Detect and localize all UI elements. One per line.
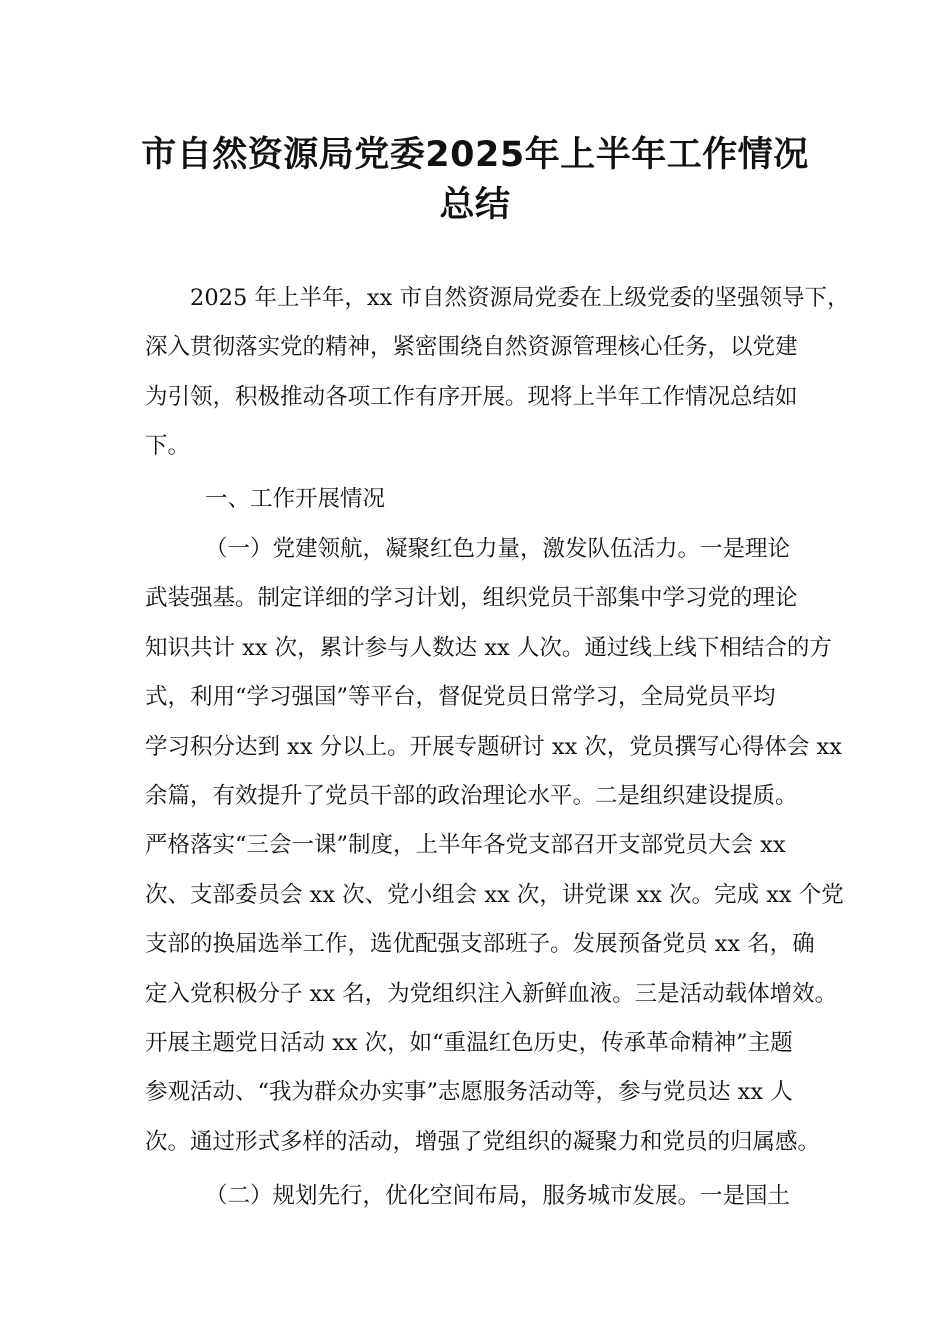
paragraph-line: 支部的换届选举工作，选优配强支部班子。发展预备党员 xx 名，确 <box>145 931 815 958</box>
paragraph-line: 定入党积极分子 xx 名，为党组织注入新鲜血液。三是活动载体增效。 <box>145 980 838 1007</box>
paragraph-line: （一）党建领航，凝聚红色力量，激发队伍活力。一是理论 <box>205 536 791 562</box>
paragraph-line: 武装强基。制定详细的学习计划，组织党员干部集中学习党的理论 <box>145 585 798 612</box>
paragraph-line: 2025 年上半年，xx 市自然资源局党委在上级党委的坚强领导下， <box>190 285 850 311</box>
document-title-line-2: 总结 <box>439 185 511 225</box>
paragraph-line: 式，利用“学习强国”等平台，督促党员日常学习，全局党员平均 <box>145 684 776 711</box>
paragraph-line: 次、支部委员会 xx 次、党小组会 xx 次，讲党课 xx 次。完成 xx 个党 <box>145 881 844 908</box>
paragraph-line: 学习积分达到 xx 分以上。开展专题研讨 xx 次，党员撰写心得体会 xx <box>145 733 842 760</box>
paragraph-line: 余篇，有效提升了党员干部的政治理论水平。二是组织建设提质。 <box>145 782 798 809</box>
paragraph-line: 严格落实“三会一课”制度，上半年各党支部召开支部党员大会 xx <box>145 832 786 859</box>
section-heading <box>145 475 825 524</box>
paragraph-line: （二）规划先行，优化空间布局，服务城市发展。一是国土 <box>205 1183 791 1209</box>
document-title-line-1: 市自然资源局党委2025年上半年工作情况 <box>141 135 809 175</box>
section-1-heading: 一、工作开展情况 <box>205 486 386 512</box>
paragraph-line: 次。通过形式多样的活动，增强了党组织的凝聚力和党员的归属感。 <box>145 1128 821 1155</box>
section-1-paragraph-2 <box>145 1172 825 1221</box>
paragraph-line: 下。 <box>145 433 191 460</box>
paragraph-line: 开展主题党日活动 xx 次，如“重温红色历史，传承革命精神”主题 <box>145 1029 793 1056</box>
paragraph-line: 知识共计 xx 次，累计参与人数达 xx 人次。通过线上线下相结合的方 <box>145 634 832 661</box>
paragraph-line: 参观活动、“我为群众办实事”志愿服务活动等，参与党员达 xx 人 <box>145 1079 793 1106</box>
section-1-paragraph-1 <box>145 525 844 1167</box>
intro-paragraph <box>145 274 850 472</box>
paragraph-line: 深入贯彻落实党的精神，紧密围绕自然资源管理核心任务，以党建 <box>145 334 798 361</box>
paragraph-line: 为引领，积极推动各项工作有序开展。现将上半年工作情况总结如 <box>145 383 798 410</box>
